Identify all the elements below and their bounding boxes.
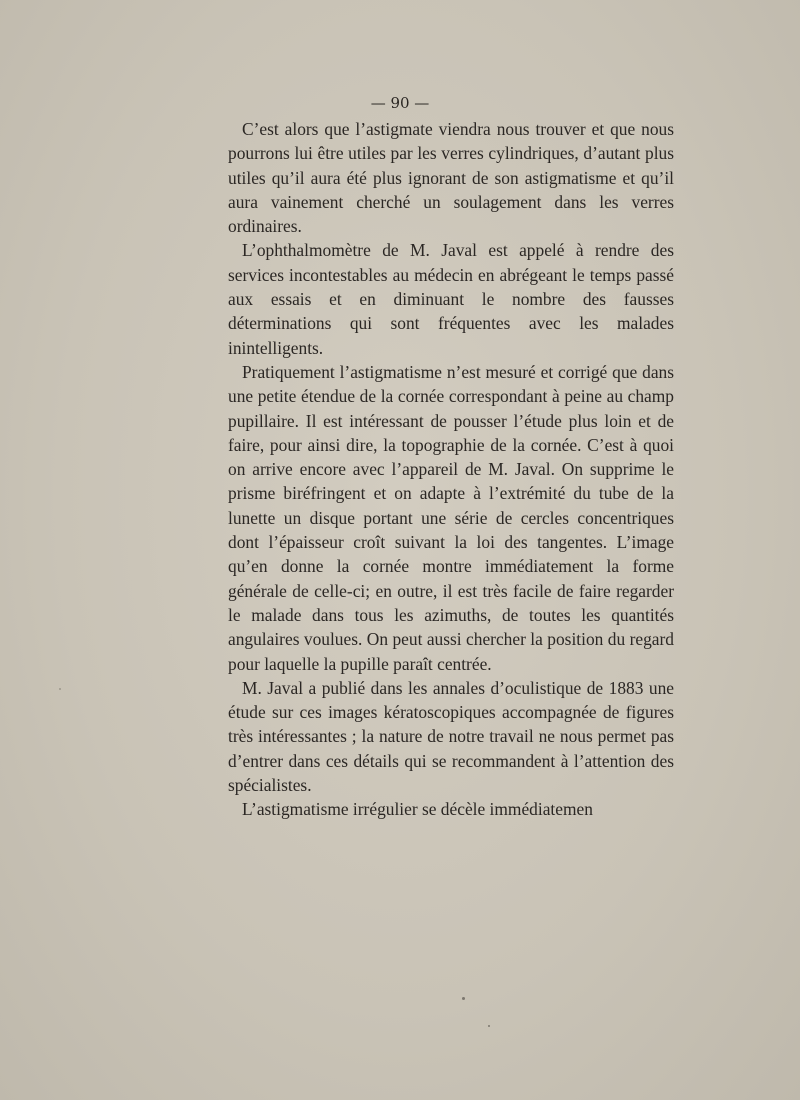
paper-speck bbox=[462, 997, 465, 1000]
page-number: — 90 — bbox=[370, 94, 430, 112]
paragraph: Pratiquement l’astigmatisme n’est mesuré et corrigé que dans une petite étendue de la cornée correspondant à peine au champ pupillaire. Il est intéressant de pousser l’étude plus loin et de faire, pour ainsi dire, la topographie de la cornée. C’est à quoi on arrive encore avec l’appareil de M. Javal. On supprime le prisme biréfringent et on adapte à l’extrémité du tube de la lunette un disque portant une série de cercles concentriques dont l’épaisseur croît suivant la loi des tangentes. L’image qu’en donne la cornée montre immédiatement la forme générale de celle-ci; en outre, il est très facile de faire regarder le malade dans tous les azimuths, de toutes les quantités angulaires voulues. On peut aussi chercher la position du regard pour laquelle la pupille paraît centrée. bbox=[228, 361, 674, 674]
paragraph: L’ophthalmomètre de M. Javal est appelé à rendre des services incontestables au médecin en abrégeant le temps passé aux essais et en diminuant le nombre des fausses déterminations qui sont fréquentes avec les malades inintelligents. bbox=[228, 240, 674, 358]
paper-speck bbox=[59, 688, 61, 690]
body-text bbox=[228, 117, 674, 822]
paragraph: M. Javal a publié dans les annales d’oculistique de 1883 une étude sur ces images kératoscopiques accompagnée de figures très intéressantes ; la nature de notre travail ne nous permet pas d’entrer dans ces détails qui se recommandent à l’attention des spécialistes. bbox=[228, 677, 674, 796]
paragraph: C’est alors que l’astigmate viendra nous trouver et que nous pourrons lui être utiles par les verres cylindriques, d’autant plus utiles qu’il aura été plus ignorant de son astigmatisme et qu’il aura vainement cherché un soulagement dans les verres ordinaires. bbox=[228, 119, 674, 237]
paper-speck bbox=[488, 1025, 490, 1027]
paragraph: L’astigmatisme irrégulier se décèle immédiatemen bbox=[242, 799, 593, 820]
